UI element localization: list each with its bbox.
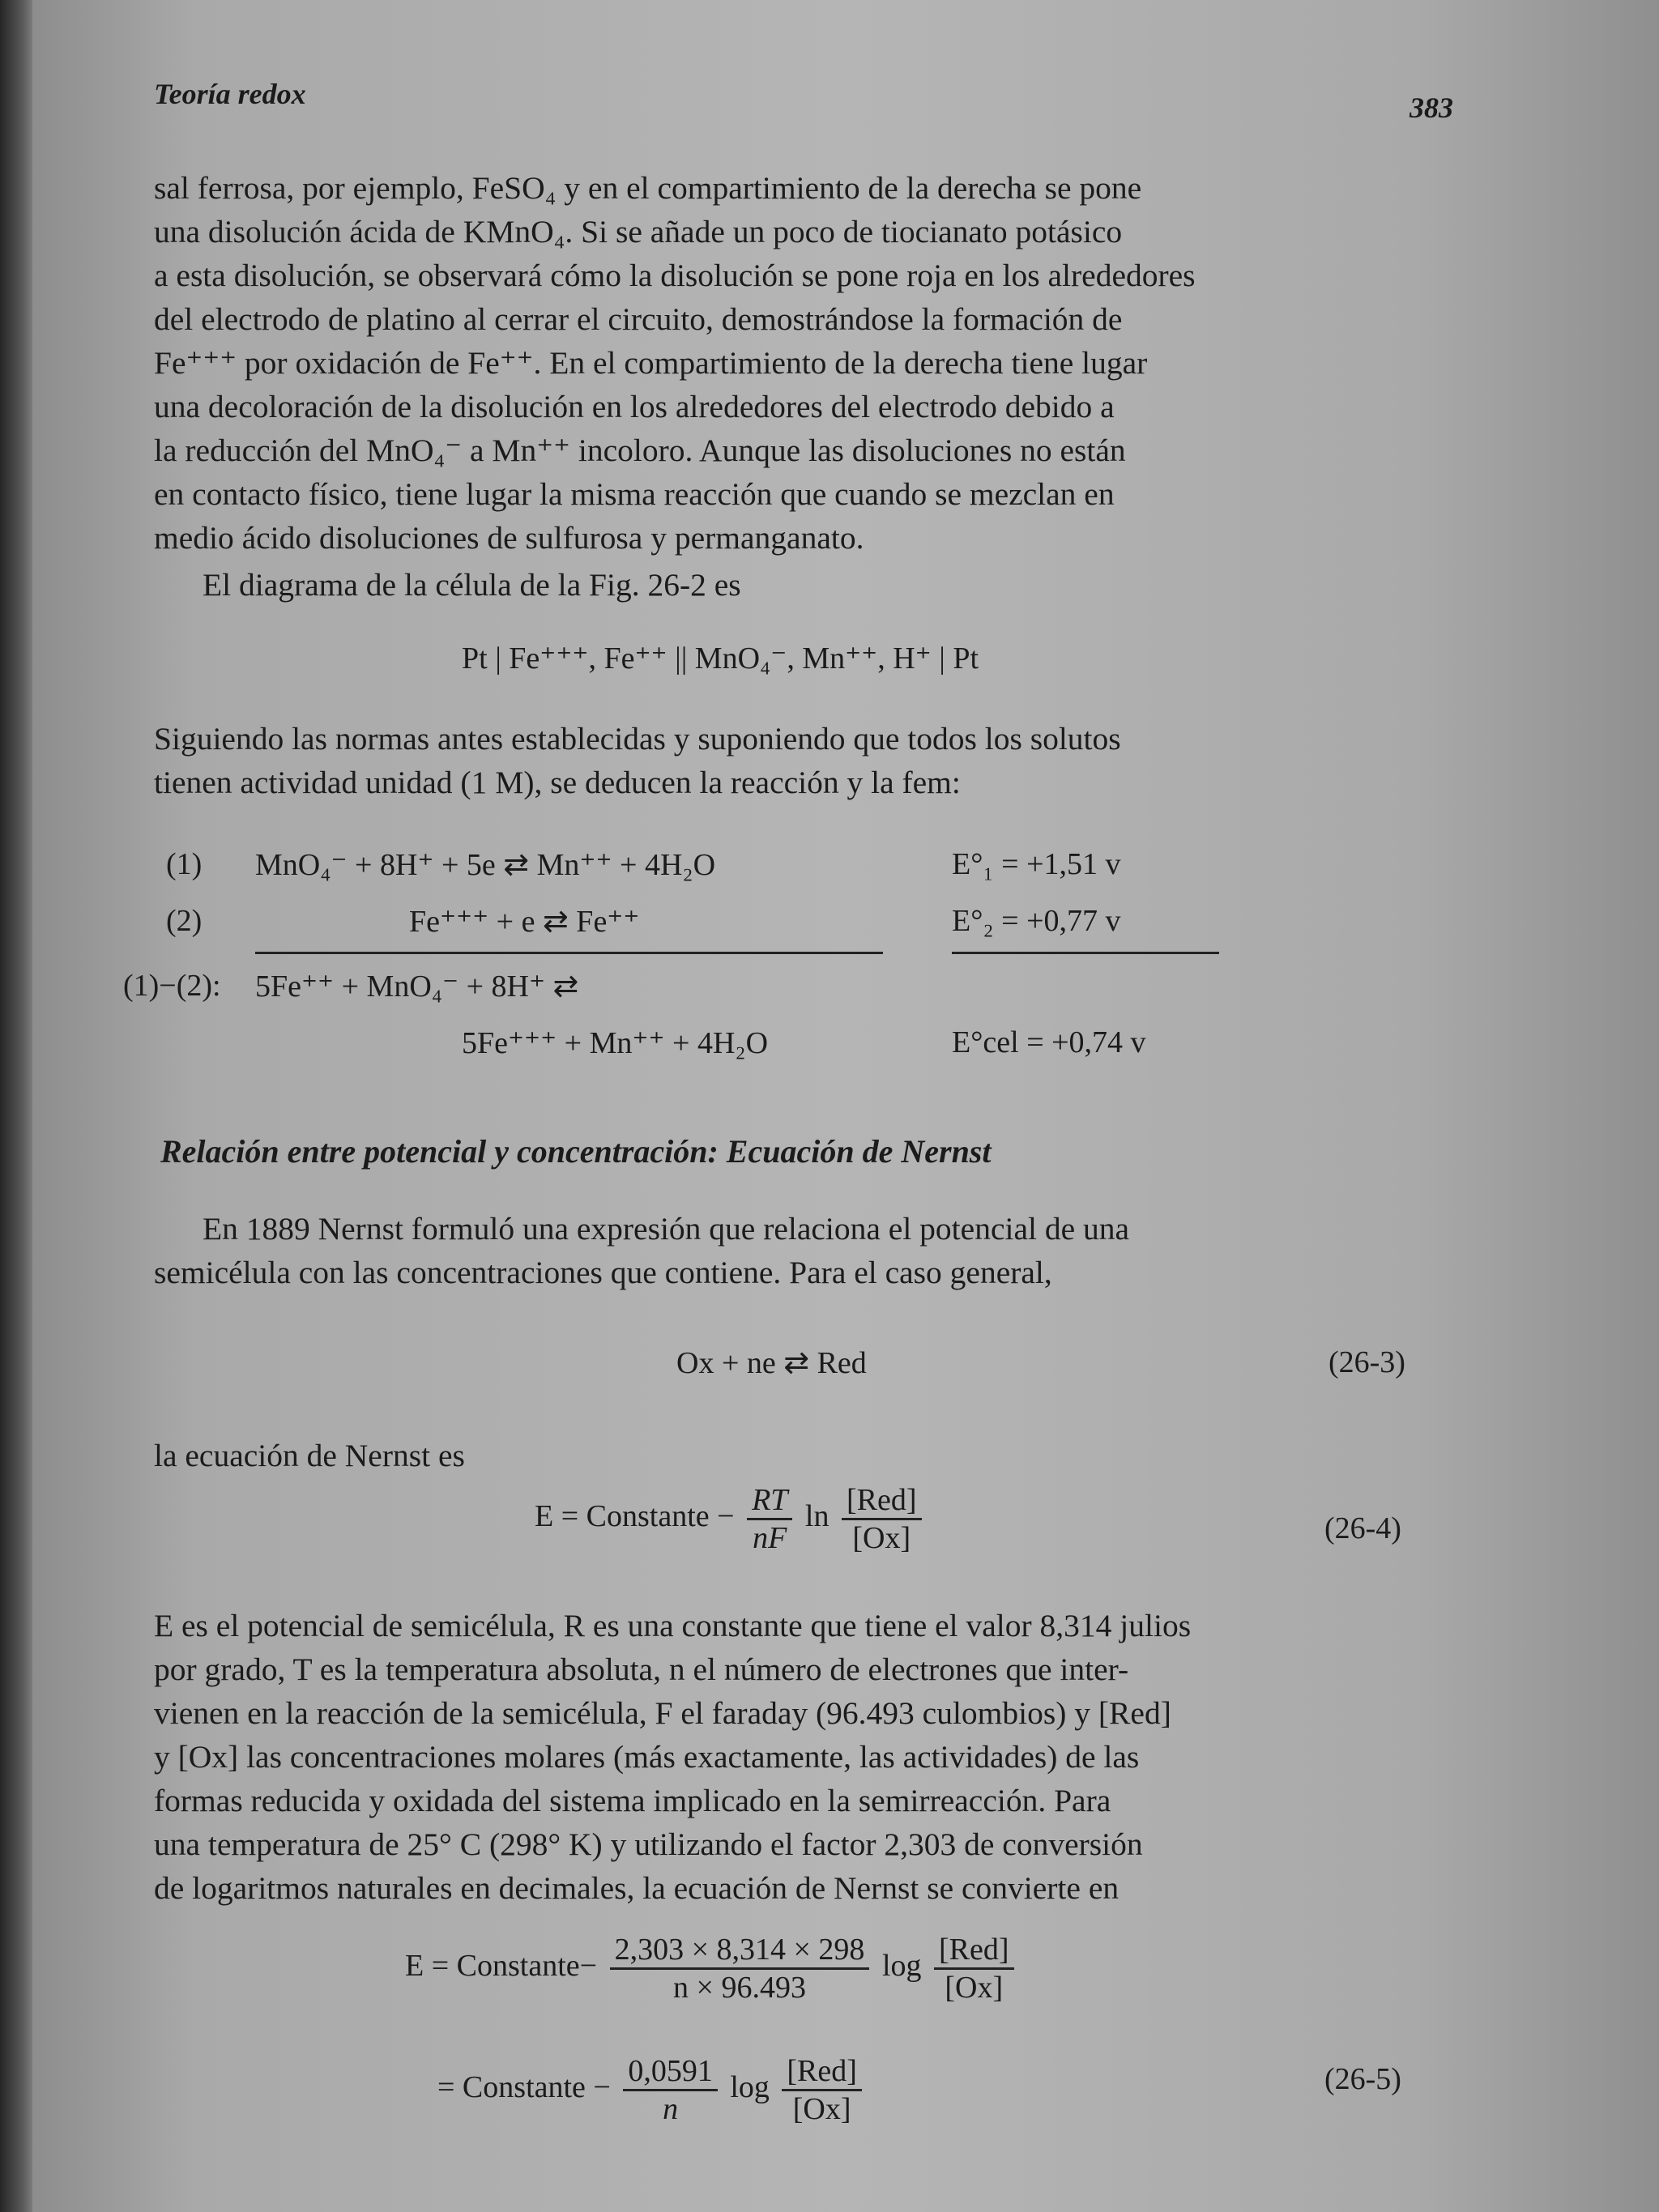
ratio-denominator: [Ox] bbox=[792, 2092, 851, 2126]
reaction-1-potential: E°₁ = +1,51 v bbox=[952, 847, 1121, 881]
concentration-ratio bbox=[842, 1482, 922, 1556]
paragraph-6 bbox=[154, 1604, 1458, 1910]
fraction bbox=[747, 1482, 792, 1556]
log-operator: log bbox=[730, 2070, 770, 2105]
ratio-denominator: [Ox] bbox=[945, 1971, 1004, 2005]
paragraph-1 bbox=[154, 166, 1458, 560]
text-line: E es el potencial de semicélula, R es una constante que tiene el valor 8,314 julios bbox=[154, 1608, 1192, 1643]
text-line: Fe⁺⁺⁺ por oxidación de Fe⁺⁺. En el compartimiento de la derecha tiene lugar bbox=[154, 345, 1148, 381]
concentration-ratio bbox=[934, 1932, 1014, 2005]
equation-number: (26-3) bbox=[1328, 1345, 1405, 1379]
fraction-numerator: RT bbox=[747, 1482, 792, 1520]
equation-26-5-line2 bbox=[437, 2053, 867, 2127]
text-line: en contacto físico, tiene lugar la misma reacción que cuando se mezclan en bbox=[154, 476, 1115, 512]
equation-26-5-line1 bbox=[405, 1932, 1019, 2005]
reaction-3-label: (1)−(2): bbox=[123, 969, 221, 1003]
sum-rule bbox=[255, 952, 883, 954]
fraction-denominator: n × 96.493 bbox=[673, 1971, 806, 2005]
ratio-denominator: [Ox] bbox=[852, 1521, 911, 1555]
text-line: por grado, T es la temperatura absoluta, n el número de electrones que inter- bbox=[154, 1652, 1129, 1687]
ln-operator: ln bbox=[804, 1499, 830, 1534]
fraction bbox=[623, 2053, 718, 2127]
reaction-1-equation: MnO₄⁻ + 8H⁺ + 5e ⇄ Mn⁺⁺ + 4H₂O bbox=[255, 848, 716, 882]
paragraph-3 bbox=[154, 717, 1458, 804]
text-line: una disolución ácida de KMnO₄. Si se añade un poco de tiocianato potásico bbox=[154, 214, 1123, 249]
cell-diagram: Pt | Fe⁺⁺⁺, Fe⁺⁺ || MnO₄⁻, Mn⁺⁺, H⁺ | Pt bbox=[462, 641, 979, 676]
equation-number: (26-4) bbox=[1324, 1511, 1401, 1545]
text-line: medio ácido disoluciones de sulfurosa y permanganato. bbox=[154, 520, 864, 556]
text-line: sal ferrosa, por ejemplo, FeSO₄ y en el compartimiento de la derecha se pone bbox=[154, 170, 1142, 206]
text-line: semicélula con las concentraciones que contiene. Para el caso general, bbox=[154, 1255, 1052, 1290]
ratio-numerator: [Red] bbox=[934, 1932, 1014, 1970]
reaction-3-equation-line1: 5Fe⁺⁺ + MnO₄⁻ + 8H⁺ ⇄ bbox=[255, 970, 579, 1004]
equation-lhs: E = Constante − bbox=[535, 1499, 735, 1534]
fraction bbox=[610, 1932, 870, 2005]
paragraph-5: la ecuación de Nernst es bbox=[154, 1438, 465, 1473]
reaction-2-equation: Fe⁺⁺⁺ + e ⇄ Fe⁺⁺ bbox=[409, 905, 640, 939]
book-spine-shadow bbox=[0, 0, 32, 2212]
fraction-denominator: n bbox=[663, 2092, 679, 2126]
text-line: formas reducida y oxidada del sistema implicado en la semirreacción. Para bbox=[154, 1783, 1111, 1818]
fraction-numerator: 2,303 × 8,314 × 298 bbox=[610, 1932, 870, 1970]
text-line: vienen en la reacción de la semicélula, F el faraday (96.493 culombios) y [Red] bbox=[154, 1695, 1171, 1731]
equation-lhs: E = Constante− bbox=[405, 1949, 598, 1984]
reaction-3-equation-line2: 5Fe⁺⁺⁺ + Mn⁺⁺ + 4H₂O bbox=[462, 1026, 769, 1060]
running-title: Teoría redox bbox=[154, 78, 306, 110]
section-heading: Relación entre potencial y concentración: Ecuación de Nernst bbox=[160, 1133, 992, 1170]
text-line: una temperatura de 25° C (298° K) y utilizando el factor 2,303 de conversión bbox=[154, 1826, 1143, 1862]
reaction-1-label: (1) bbox=[166, 847, 203, 881]
sum-rule bbox=[952, 952, 1219, 954]
text-line: del electrodo de platino al cerrar el circuito, demostrándose la formación de bbox=[154, 301, 1123, 337]
text-line: una decoloración de la disolución en los alrededores del electrodo debido a bbox=[154, 389, 1115, 424]
ratio-numerator: [Red] bbox=[782, 2053, 862, 2091]
ratio-numerator: [Red] bbox=[842, 1482, 922, 1520]
text-line: En 1889 Nernst formuló una expresión que relaciona el potencial de una bbox=[203, 1211, 1130, 1247]
page-number: 383 bbox=[1410, 92, 1453, 124]
paragraph-2: El diagrama de la célula de la Fig. 26-2 es bbox=[203, 567, 741, 603]
text-line: a esta disolución, se observará cómo la disolución se pone roja en los alrededores bbox=[154, 258, 1196, 293]
text-line: tienen actividad unidad (1 M), se deducen la reacción y la fem: bbox=[154, 765, 961, 800]
text-line: y [Ox] las concentraciones molares (más exactamente, las actividades) de las bbox=[154, 1739, 1140, 1775]
concentration-ratio bbox=[782, 2053, 862, 2127]
equation-number: (26-5) bbox=[1324, 2062, 1401, 2096]
reaction-2-potential: E°₂ = +0,77 v bbox=[952, 904, 1121, 938]
text-line: Siguiendo las normas antes establecidas y suponiendo que todos los solutos bbox=[154, 721, 1121, 757]
equation-lhs: = Constante − bbox=[437, 2070, 611, 2105]
equation-26-3: Ox + ne ⇄ Red bbox=[676, 1346, 867, 1380]
text-line: la reducción del MnO₄⁻ a Mn⁺⁺ incoloro. Aunque las disoluciones no están bbox=[154, 433, 1126, 468]
reaction-3-potential: E°cel = +0,74 v bbox=[952, 1025, 1146, 1059]
reaction-2-label: (2) bbox=[166, 904, 203, 938]
log-operator: log bbox=[881, 1949, 922, 1984]
equation-26-4 bbox=[535, 1482, 927, 1556]
book-page bbox=[32, 0, 1659, 2212]
text-line: de logaritmos naturales en decimales, la ecuación de Nernst se convierte en bbox=[154, 1870, 1120, 1906]
fraction-denominator: nF bbox=[753, 1521, 787, 1555]
fraction-numerator: 0,0591 bbox=[623, 2053, 718, 2091]
paragraph-4 bbox=[154, 1207, 1458, 1294]
